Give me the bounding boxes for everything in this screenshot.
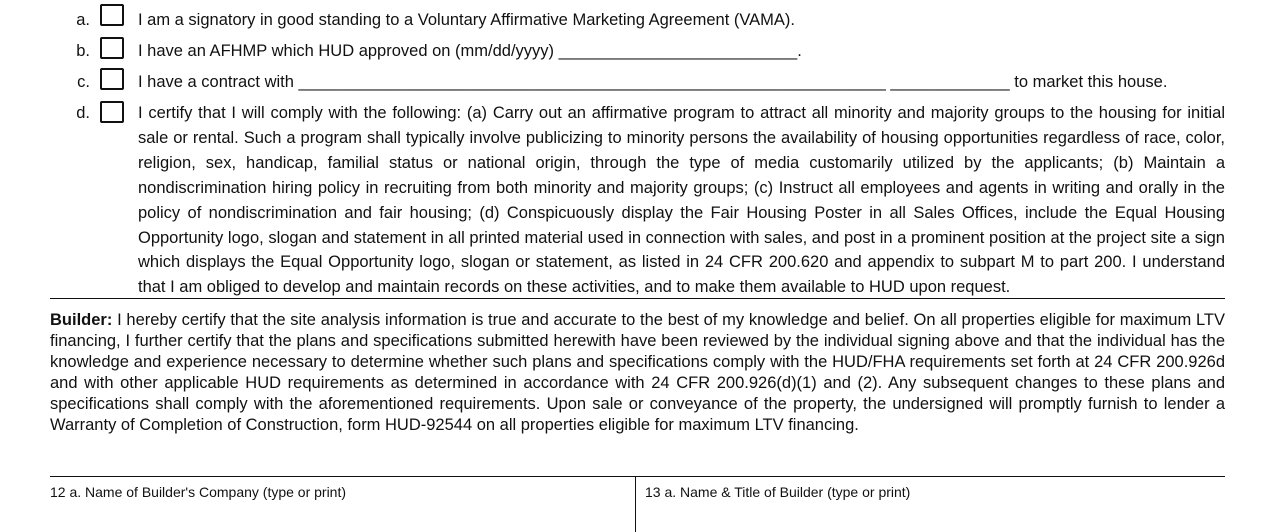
builder-text: I hereby certify that the site analysis information is true and accurate to the best of my knowledge and belief. On all properties eligible for maximum LTV financing, I further certify that the plans and specifications submitted herewith have been reviewed by the individual signing above and that the individual has the knowledge and experience necessary to determine whether such plans and specifications comply with the HUD/FHA requirements set forth at 24 CFR 200.926d and with other applicable HUD requirements as determined in accordance with 24 CFR 200.926(d)(1) and (2). Any subsequent changes to these plans and specifications shall comply with the aforementioned requirements. Upon sale or conveyance of the property, the undersigned will promptly furnish to lender a Warranty of Completion of Construction, form HUD-92544 on all properties eligible for maximum LTV financing. [50, 311, 1226, 434]
option-letter: d. [76, 104, 90, 122]
option-a-text: I am a signatory in good standing to a Voluntary Affirmative Marketing Agreement (VAMA). [138, 11, 795, 29]
option-letter: c. [77, 73, 90, 91]
option-b-text: I have an AFHMP which HUD approved on (mm/dd/yyyy) __________________________. [138, 42, 802, 60]
option-d-checkbox[interactable] [100, 101, 124, 123]
option-c-checkbox[interactable] [100, 68, 124, 90]
field-top-rule [50, 476, 1225, 477]
option-letter: a. [76, 11, 90, 29]
field-divider [635, 476, 636, 532]
builder-heading: Builder: [50, 311, 113, 329]
option-c-text: I have a contract with ________________________________________________________________ _____________ to market this house. [138, 73, 1168, 91]
option-letter: b. [76, 42, 90, 60]
option-a-checkbox[interactable] [100, 4, 124, 26]
builder-certification [50, 310, 1225, 436]
builder-company-field-label: 12 a. Name of Builder's Company (type or print) [50, 484, 347, 500]
option-d-text: I certify that I will comply with the following: (a) Carry out an affirmative program to attract all minority and majority groups to the housing for initial sale or rental. Such a program shall typically involve publicizing to minority persons the availability of housing opportunities regardless of race, color, religion, sex, handicap, familial status or national origin, through the type of media customarily utilized by the applicants; (b) Maintain a nondiscrimination hiring policy in recruiting from both minority and majority groups; (c) Instruct all employees and agents in writing and orally in the policy of nondiscrimination and fair housing; (d) Conspicuously display the Fair Housing Poster in all Sales Offices, include the Equal Housing Opportunity logo, slogan and statement in all printed material used in connection with sales, and post in a prominent position at the project site a sign which displays the Equal Opportunity logo, slogan or statement, as listed in 24 CFR 200.620 and appendix to subpart M to part 200. I understand that I am obliged to develop and maintain records on these activities, and to make them available to HUD upon request. [138, 104, 1225, 297]
builder-title-field-label: 13 a. Name & Title of Builder (type or print) [645, 484, 911, 500]
section-divider [50, 298, 1225, 299]
option-b-checkbox[interactable] [100, 37, 124, 59]
